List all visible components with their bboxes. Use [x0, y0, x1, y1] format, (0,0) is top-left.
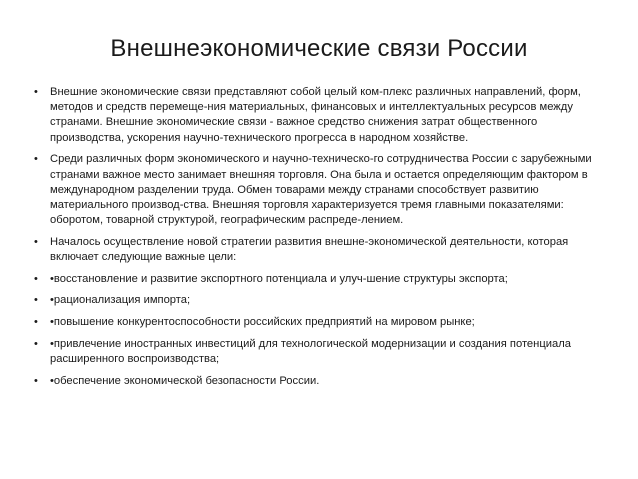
- list-item: [34, 315, 604, 330]
- list-item-text: •рационализация импорта;: [50, 294, 191, 307]
- list-item-text: Среди различных форм экономического и научно-техническо-го сотрудничества России с зарубежными странами важное место занимает внешняя торговля. Она была и остается определяющим фактором в международном разделении труда. Обмен товарами между странами способствует развитию материального производ-ства. Внешняя торговля характеризуется тремя главными показателями: оборотом, товарной структурой, географическим распреде-лением.: [50, 153, 592, 227]
- list-item-text: Внешние экономические связи представляют собой целый ком-плекс различных направлений, форм, методов и средств перемеще-ния материальных, финансовых и интеллектуальных ресурсов между странами. Внешние экономические связи - важное средство снижения затрат общественного производства, ускорения научно-технического прогресса в народном хозяйстве.: [50, 86, 581, 144]
- list-item-text: Началось осуществление новой стратегии развития внешне-экономической деятельности, которая включает следующие важные цели:: [50, 235, 569, 264]
- slide-title: Внешнеэкономические связи России: [110, 35, 528, 62]
- bullet-marker: •: [34, 272, 38, 285]
- bullet-marker: •: [34, 316, 38, 329]
- bullet-marker: •: [34, 294, 38, 307]
- bullet-marker: •: [34, 153, 38, 166]
- list-item: [34, 152, 604, 228]
- list-item: [34, 235, 604, 265]
- list-item-text: •восстановление и развитие экспортного потенциала и улуч-шение структуры экспорта;: [50, 272, 508, 285]
- bullet-marker: •: [34, 235, 38, 248]
- list-item: [34, 337, 604, 367]
- bullet-marker: •: [34, 374, 38, 387]
- bullet-marker: •: [34, 337, 38, 350]
- bullet-list: [34, 85, 604, 395]
- list-item: [34, 272, 604, 287]
- list-item-text: •обеспечение экономической безопасности России.: [50, 374, 320, 387]
- bullet-marker: •: [34, 86, 38, 98]
- list-item-text: •повышение конкурентоспособности российских предприятий на мировом рынке;: [50, 316, 475, 329]
- list-item: [34, 374, 604, 389]
- list-item: [34, 293, 604, 308]
- list-item: [34, 85, 604, 146]
- list-item-text: •привлечение иностранных инвестиций для технологической модернизации и создания потенциала расширенного воспроизводства;: [50, 337, 571, 366]
